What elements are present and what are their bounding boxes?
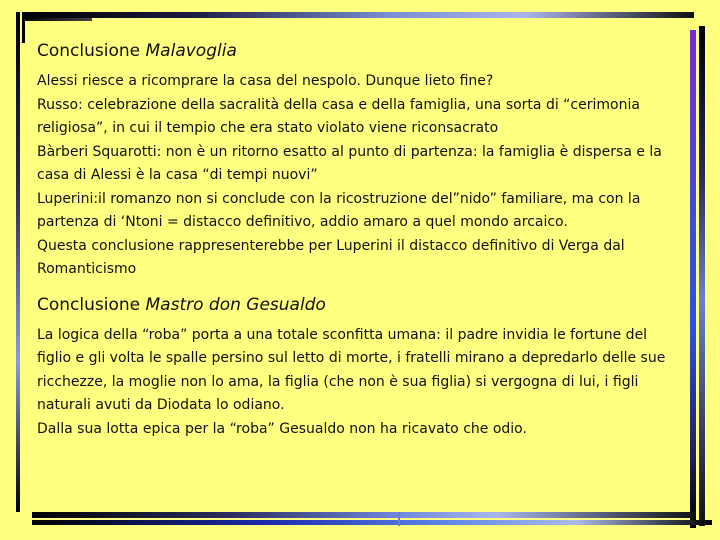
section-heading: [37, 38, 677, 64]
bottom-outer-bar: [32, 520, 712, 525]
slide-content: [37, 38, 677, 441]
text-line: Bàrberi Squarotti: non è un ritorno esatto al punto di partenza: la famiglia è dispersa e la casa di Alessi è la casa “di tempi nuovi”: [37, 143, 662, 183]
text-line: Questa conclusione rappresenterebbe per Luperini il distacco definitivo di Verga dal Romanticismo: [37, 237, 625, 277]
section-mastro-don-gesualdo: [37, 292, 677, 442]
top-decorative-bar: [22, 12, 694, 18]
left-accent-bar: [22, 18, 25, 43]
right-decorative-bar: [690, 30, 696, 528]
right-outer-bar: [699, 26, 705, 526]
section-heading: [37, 292, 677, 318]
section-malavoglia: [37, 38, 677, 282]
text-line: Dalla sua lotta epica per la “roba” Gesualdo non ha ricavato che odio.: [37, 420, 527, 437]
bottom-tick: [398, 512, 400, 526]
bottom-decorative-bar: [32, 512, 696, 518]
top-accent-bar: [22, 18, 92, 21]
left-decorative-bar: [16, 12, 20, 512]
text-line: Alessi riesce a ricomprare la casa del nespolo. Dunque lieto fine?: [37, 73, 494, 89]
heading-prefix: Conclusione: [37, 294, 146, 315]
heading-prefix: Conclusione: [37, 41, 146, 61]
text-line: Luperini:il romanzo non si conclude con la ricostruzione del”nido” familiare, ma con la partenza di ‘Ntoni = distacco definitivo, addio amaro a quel mondo arcaico.: [37, 190, 641, 230]
text-line: Russo: celebrazione della sacralità della casa e della famiglia, una sorta di “cerimonia religiosa”, in cui il tempio che era stato violato viene riconsacrato: [37, 96, 640, 136]
text-line: La logica della “roba” porta a una totale sconfitta umana: il padre invidia le fortune del figlio e gli volta le spalle persino sul letto di morte, i fratelli mirano a depredarlo delle sue ricchezze, la moglie non lo ama, la figlia (che non è sua figlia) si vergogna di lui, i figli naturali avuti da Diodata lo odiano.: [37, 326, 666, 413]
heading-title: Mastro don Gesualdo: [145, 294, 326, 315]
heading-title: Malavoglia: [145, 41, 237, 61]
